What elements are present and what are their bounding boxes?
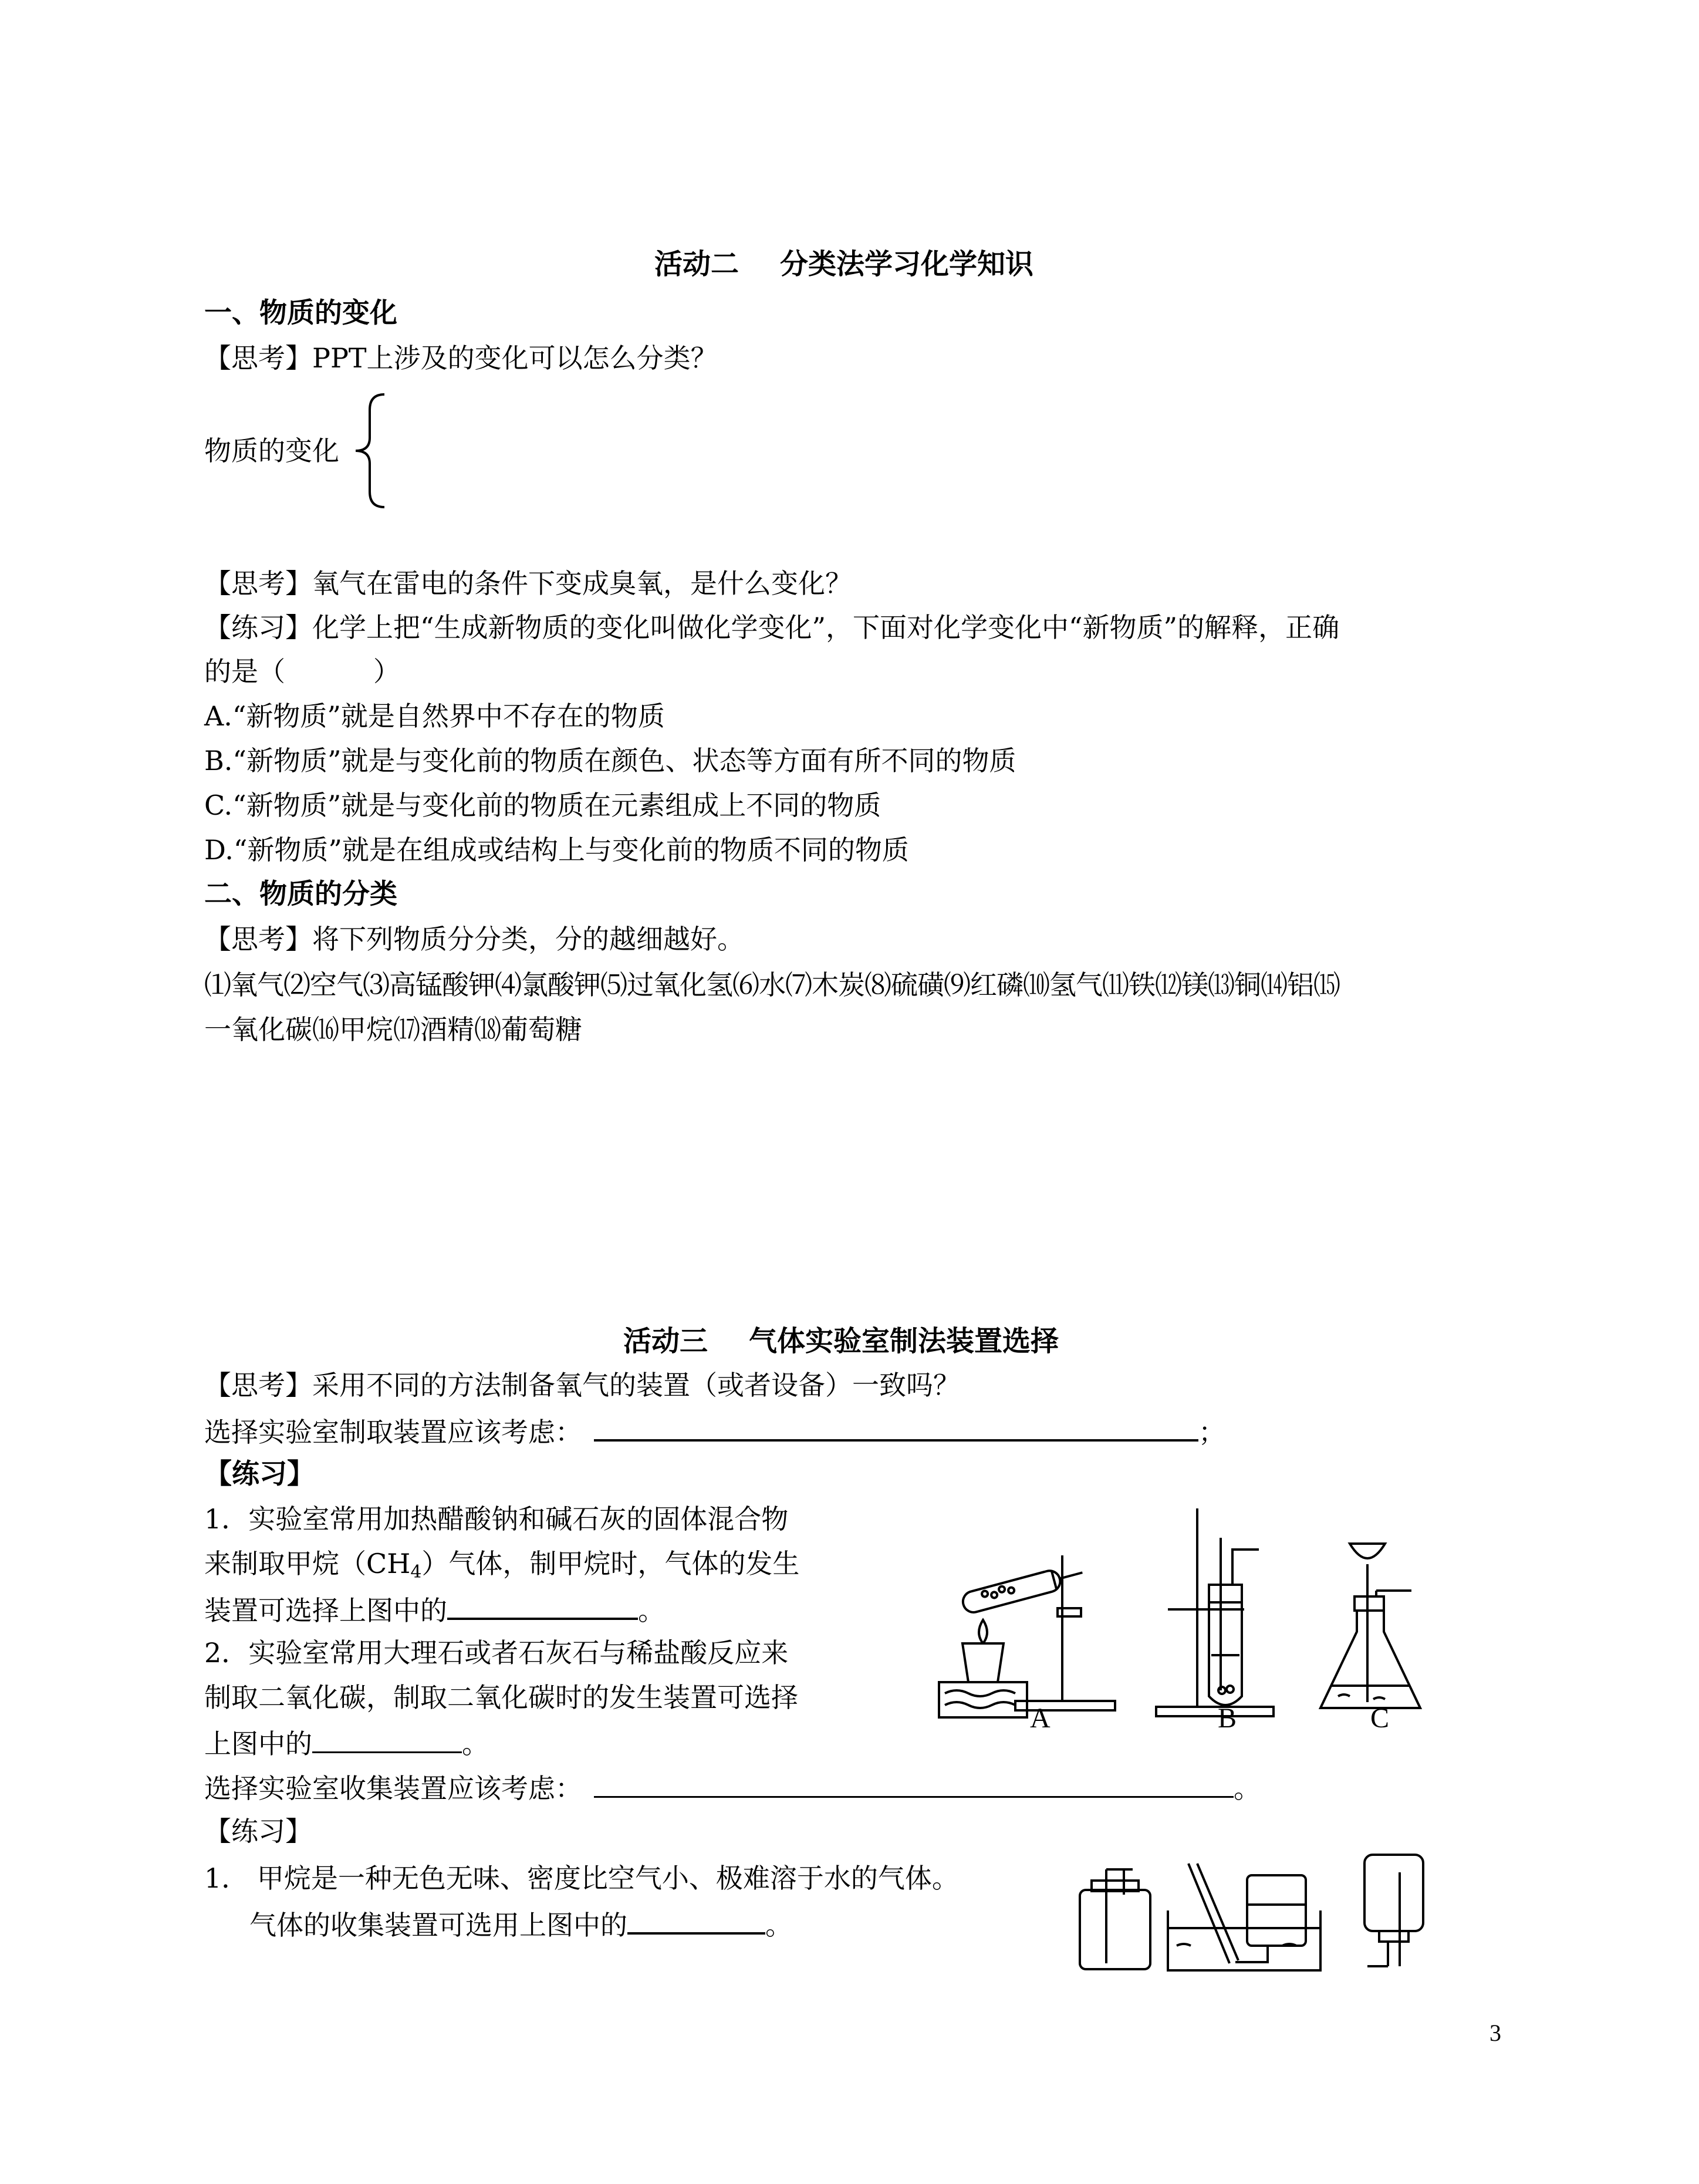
q1-line2-start: 来制取甲烷（CH xyxy=(204,1548,411,1579)
exercise-head: 【练习】 xyxy=(204,1458,315,1490)
q2-line1: 2．实验室常用大理石或者石灰石与稀盐酸反应来 xyxy=(204,1637,789,1669)
option-a: A.“新物质”就是自然界中不存在的物质 xyxy=(204,700,665,732)
q3-answer-blank[interactable] xyxy=(627,1905,765,1935)
generator-consider-blank[interactable] xyxy=(594,1412,1198,1442)
q2-line3-start: 上图中的 xyxy=(204,1728,312,1760)
q3-line1: 1． 甲烷是一种无色无味、密度比空气小、极难溶于水的气体。 xyxy=(204,1862,959,1894)
think-oxygen-apparatus: 【思考】采用不同的方法制备氧气的装置（或者设备）一致吗？ xyxy=(204,1369,960,1401)
inverted-bottle-illustration xyxy=(1356,1849,1432,1972)
q3-line2-start: 气体的收集装置可选用上图中的 xyxy=(249,1909,627,1941)
section1-heading: 一、物质的变化 xyxy=(204,297,397,329)
think-classify: 【思考】将下列物质分分类，分的越细越好。 xyxy=(204,923,744,955)
collector-consider-end: 。 xyxy=(1234,1773,1261,1804)
exercise2-head: 【练习】 xyxy=(204,1815,312,1847)
option-d: D.“新物质”就是在组成或结构上与变化前的物质不同的物质 xyxy=(204,834,909,866)
collector-consider-blank[interactable] xyxy=(594,1769,1234,1798)
gas-bottle-illustration xyxy=(1074,1866,1156,1972)
figure-label-c: C xyxy=(1370,1703,1390,1734)
option-c: C.“新物质”就是与变化前的物质在元素组成上不同的物质 xyxy=(204,789,881,821)
generator-consider-label: 选择实验室制取装置应该考虑： xyxy=(204,1416,582,1448)
exercise-line2-start: 的是（ xyxy=(204,656,285,687)
curly-brace-icon xyxy=(352,392,387,509)
q1-line3-end: 。 xyxy=(638,1595,665,1626)
page-number: 3 xyxy=(1489,2020,1501,2046)
q1-line3-start: 装置可选择上图中的 xyxy=(204,1595,447,1626)
q1-line3 xyxy=(204,1591,665,1628)
apparatus-a-illustration xyxy=(939,1550,1133,1720)
figure-label-b: B xyxy=(1218,1703,1237,1734)
section2-heading: 二、物质的分类 xyxy=(204,878,397,910)
activity2-title-text: 分类法学习化学知识 xyxy=(780,248,1034,281)
think-ppt: 【思考】PPT上涉及的变化可以怎么分类？ xyxy=(204,342,718,374)
generator-consider-line xyxy=(204,1412,1225,1450)
think-ozone: 【思考】氧气在雷电的条件下变成臭氧，是什么变化？ xyxy=(204,568,852,599)
water-trough-illustration xyxy=(1165,1858,1323,1975)
q3-line2 xyxy=(249,1905,792,1943)
activity3-title-text: 气体实验室制法装置选择 xyxy=(749,1325,1059,1358)
activity2-title-label: 活动二 xyxy=(654,248,739,281)
generator-consider-end: ； xyxy=(1198,1416,1225,1448)
exercise-line1: 【练习】化学上把“生成新物质的变化叫做化学变化”，下面对化学变化中“新物质”的解释，正确 xyxy=(204,612,1340,643)
brace-label: 物质的变化 xyxy=(204,435,339,467)
activity3-title xyxy=(623,1324,1059,1359)
activity2-title xyxy=(654,247,1033,282)
figure-label-a: A xyxy=(1030,1703,1051,1734)
substance-list-line2: 一氧化碳⒃甲烷⒄酒精⒅葡萄糖 xyxy=(204,1014,582,1045)
q2-line3 xyxy=(204,1724,489,1761)
option-b: B.“新物质”就是与变化前的物质在颜色、状态等方面有所不同的物质 xyxy=(204,745,1016,777)
q1-line1: 1．实验室常用加热醋酸钠和碱石灰的固体混合物 xyxy=(204,1503,789,1535)
substance-list-line1: ⑴氧气⑵空气⑶高锰酸钾⑷氯酸钾⑸过氧化氢⑹水⑺木炭⑻硫磺⑼红磷⑽氢气⑾铁⑿镁⒀铜⒁铝⒂ xyxy=(204,969,1340,1001)
collector-consider-line xyxy=(204,1769,1261,1806)
q3-line2-end: 。 xyxy=(765,1909,792,1941)
q1-line2 xyxy=(204,1546,799,1590)
q2-answer-blank[interactable] xyxy=(312,1724,462,1753)
q2-line2: 制取二氧化碳，制取二氧化碳时的发生装置可选择 xyxy=(204,1682,798,1713)
q2-line3-end: 。 xyxy=(462,1728,489,1760)
exercise-line2-end: ） xyxy=(373,656,400,687)
collector-consider-label: 选择实验室收集装置应该考虑： xyxy=(204,1773,582,1804)
q1-answer-blank[interactable] xyxy=(447,1591,638,1620)
activity3-title-label: 活动三 xyxy=(623,1325,708,1358)
exercise-line2 xyxy=(204,654,400,689)
apparatus-b-illustration xyxy=(1150,1503,1285,1720)
q1-line2-end: ）气体，制甲烷时，气体的发生 xyxy=(421,1548,800,1579)
q1-subscript: 4 xyxy=(410,1562,422,1582)
apparatus-c-illustration xyxy=(1315,1532,1444,1720)
